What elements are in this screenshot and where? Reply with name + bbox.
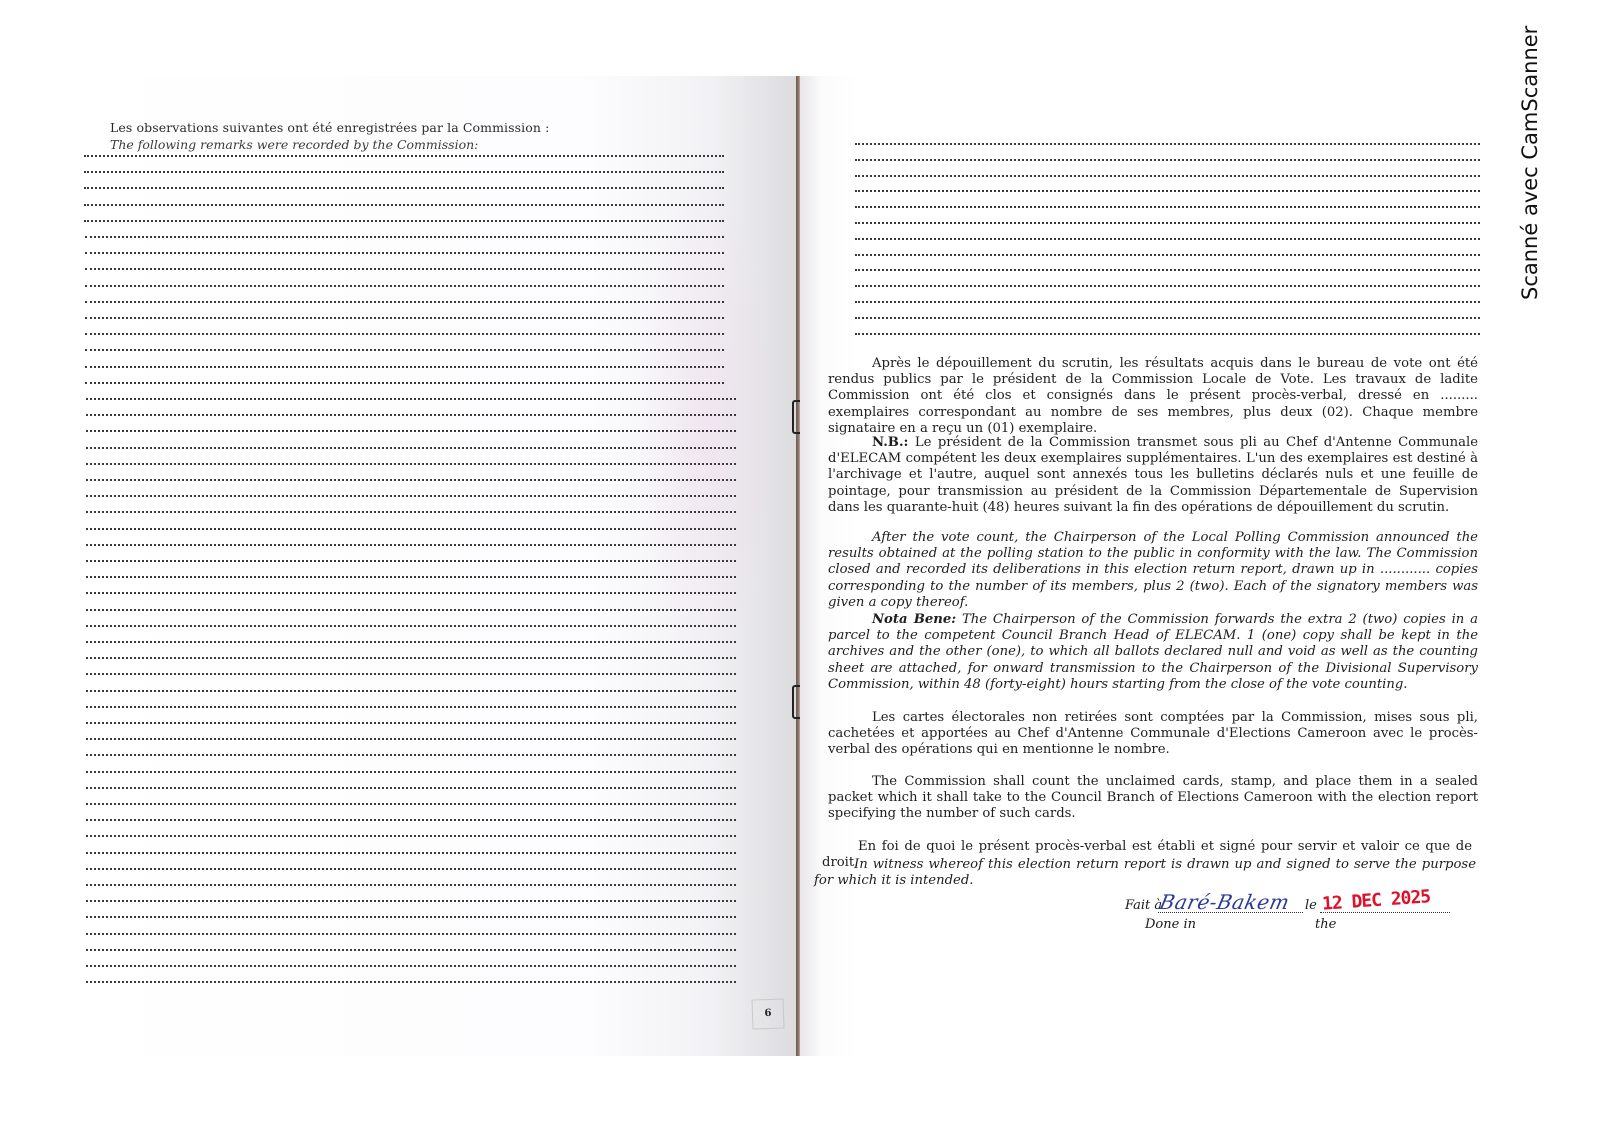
remark-line[interactable] <box>86 592 736 594</box>
remark-line[interactable] <box>86 981 736 983</box>
remark-line[interactable] <box>855 317 1480 319</box>
remark-line[interactable] <box>855 159 1480 161</box>
camscanner-watermark: Scanné avec CamScanner <box>1518 25 1542 300</box>
nb-label-en: Nota Bene: <box>872 612 957 627</box>
remark-line[interactable] <box>85 236 725 238</box>
paragraph-cards-fr: Les cartes électorales non retirées sont comptées par la Commission, mises sous pli, cachetées et apportées au Chef d'Antenne Communale d'Elections Cameroon avec le procès-verbal des opérations qui en mentionne le nombre. <box>828 710 1478 758</box>
remark-line[interactable] <box>85 366 724 368</box>
remark-line[interactable] <box>86 560 736 562</box>
remark-line[interactable] <box>86 754 736 756</box>
remark-line[interactable] <box>85 349 724 351</box>
remark-line[interactable] <box>86 868 736 870</box>
remark-line[interactable] <box>86 916 736 918</box>
signature-block <box>1120 886 1480 950</box>
remark-line[interactable] <box>86 852 736 854</box>
remark-line[interactable] <box>85 285 724 287</box>
remark-line[interactable] <box>85 301 724 303</box>
paragraph-witness-fr: En foi de quoi le présent procès-verbal est établi et signé pour servir et valoir ce que de droit. <box>822 839 1472 871</box>
remark-line[interactable] <box>86 819 736 821</box>
remark-line[interactable] <box>85 268 724 270</box>
fait-a-label: Fait à <box>1125 898 1163 913</box>
paragraph-results-fr: Après le dépouillement du scrutin, les résultats acquis dans le bureau de vote ont été rendus publics par le président de la Commission Locale de Vote. Les travaux de ladite Commission ont été clos et consignés dans le présent procès-verbal, dressé en ......... exemplaires correspondant au nombre de ses membres, plus deux (02). Chaque membre signataire en a reçu un (01) exemplaire. <box>828 356 1478 436</box>
remark-line[interactable] <box>86 609 736 611</box>
remark-line[interactable] <box>86 787 736 789</box>
remark-line[interactable] <box>855 143 1480 145</box>
remark-line[interactable] <box>86 430 736 432</box>
remark-line[interactable] <box>86 463 736 465</box>
remarks-heading-en: The following remarks were recorded by the Commission: <box>110 137 479 152</box>
remark-line[interactable] <box>855 175 1480 177</box>
paragraph-nb-fr: N.B.: Le président de la Commission transmet sous pli au Chef d'Antenne Communale d'ELECAM compétent les deux exemplaires supplémentaires. L'un des exemplaires est destiné à l'archivage et l'autre, auquel sont annexés tous les bulletins déclarés nuls et une feuille de pointage, pour transmission au président de la Commission Départementale de Supervision dans les quarante-huit (48) heures suivant la fin des opérations de dépouillement du scrutin. <box>828 435 1478 515</box>
remark-line[interactable] <box>86 479 736 481</box>
remark-line[interactable] <box>86 835 736 837</box>
paragraph-nb-en: Nota Bene: The Chairperson of the Commission forwards the extra 2 (two) copies in a parcel to the competent Council Branch Head of ELECAM. 1 (one) copy shall be kept in the archives and the other (one), to which all ballots declared null and void as well as the counting sheet are attached, for onward transmission to the Chairperson of the Divisional Supervisory Commission, within 48 (forty-eight) hours starting from the close of the vote counting. <box>828 612 1478 692</box>
date-stamp: 12 DEC 2025 <box>1321 886 1431 915</box>
remark-line[interactable] <box>84 204 724 206</box>
remark-line[interactable] <box>855 301 1480 303</box>
remark-line[interactable] <box>86 933 736 935</box>
paragraph-witness-en: In witness whereof this election return report is drawn up and signed to serve the purpose for which it is intended. <box>814 857 1476 889</box>
remark-line[interactable] <box>85 317 724 319</box>
remark-line[interactable] <box>86 803 736 805</box>
remark-line[interactable] <box>855 269 1480 271</box>
remark-line[interactable] <box>86 673 736 675</box>
remark-line[interactable] <box>86 722 736 724</box>
remark-line[interactable] <box>86 900 736 902</box>
the-label: the <box>1315 917 1337 932</box>
remark-line[interactable] <box>86 690 736 692</box>
remark-line[interactable] <box>855 190 1480 192</box>
remark-line[interactable] <box>86 884 736 886</box>
left-page <box>78 76 796 1056</box>
remark-line[interactable] <box>86 544 736 546</box>
remark-line[interactable] <box>86 511 736 513</box>
remark-line[interactable] <box>855 222 1480 224</box>
remark-line[interactable] <box>855 238 1480 240</box>
remark-line[interactable] <box>86 641 736 643</box>
paragraph-cards-en: The Commission shall count the unclaimed cards, stamp, and place them in a sealed packet which it shall take to the Council Branch of Elections Cameroon with the election report specifying the number of such cards. <box>828 774 1478 822</box>
remark-line[interactable] <box>86 706 736 708</box>
page-number: 6 <box>751 998 784 1029</box>
remark-line[interactable] <box>855 285 1480 287</box>
remark-line[interactable] <box>86 576 736 578</box>
remark-line[interactable] <box>86 528 736 530</box>
remark-line[interactable] <box>86 965 736 967</box>
le-label: le <box>1305 898 1317 913</box>
remark-line[interactable] <box>86 447 736 449</box>
remark-line[interactable] <box>86 625 736 627</box>
remarks-heading-fr: Les observations suivantes ont été enregistrées par la Commission : <box>110 120 550 135</box>
remark-line[interactable] <box>86 949 736 951</box>
remark-line[interactable] <box>855 254 1480 256</box>
remark-line[interactable] <box>855 206 1480 208</box>
remark-line[interactable] <box>86 495 736 497</box>
remark-line[interactable] <box>84 187 724 189</box>
remark-line[interactable] <box>86 657 736 659</box>
remark-line[interactable] <box>86 398 737 400</box>
remark-line[interactable] <box>84 220 724 222</box>
remark-line[interactable] <box>85 333 724 335</box>
remark-line[interactable] <box>86 771 736 773</box>
remark-line[interactable] <box>86 414 736 416</box>
done-in-label: Done in <box>1145 917 1196 932</box>
remark-line[interactable] <box>855 333 1480 335</box>
nb-label-fr: N.B.: <box>872 435 909 450</box>
remark-line[interactable] <box>84 171 724 173</box>
handwritten-place: Baré-Bakem <box>1157 890 1292 914</box>
remark-line[interactable] <box>85 252 724 254</box>
paragraph-results-en: After the vote count, the Chairperson of the Local Polling Commission announced the results obtained at the polling station to the public in conformity with the law. The Commission closed and recorded its deliberations in this election return report, drawn up in ............ copies corresponding to the number of its members, plus 2 (two). Each of the signatory members was given a copy thereof. <box>828 530 1478 610</box>
remark-line[interactable] <box>84 155 724 157</box>
remark-line[interactable] <box>85 382 724 384</box>
remark-line[interactable] <box>86 738 736 740</box>
